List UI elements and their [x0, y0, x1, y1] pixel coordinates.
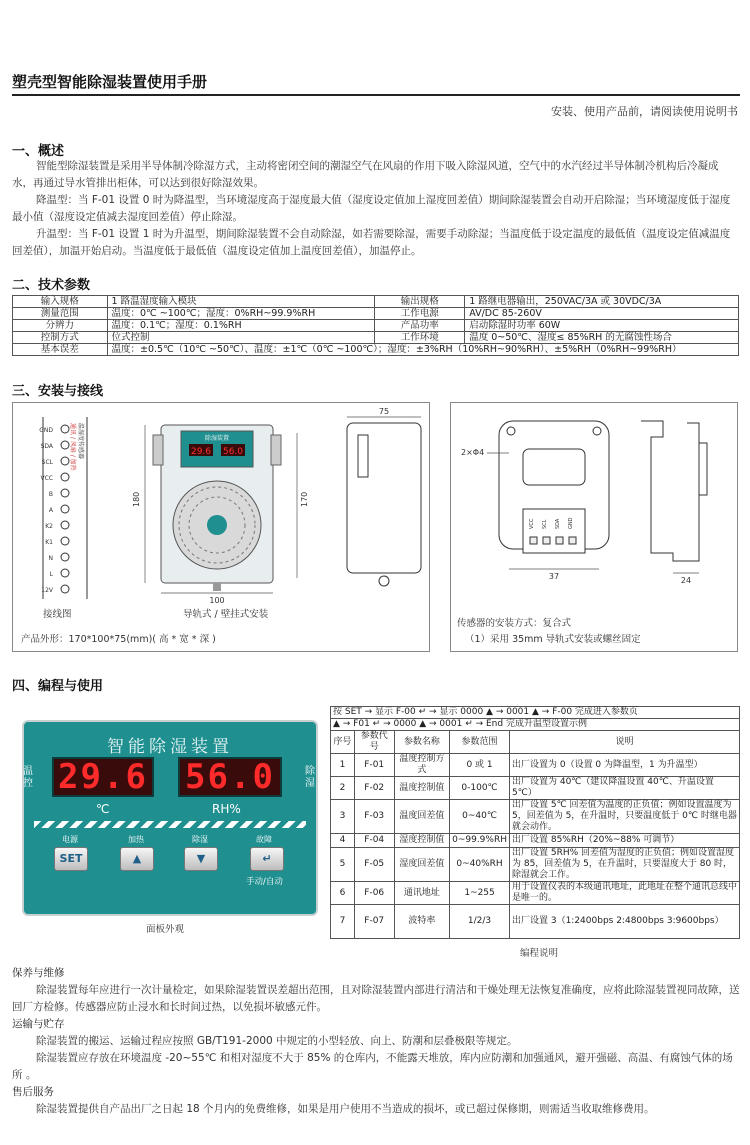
led-heat: 加热: [128, 835, 144, 844]
spec-cell: 温度：±0.5℃（10℃ ~50℃）、温度：±1℃（0℃ ~100℃）；湿度：±3%RH（10%RH~90%RH）、±5%RH（0%RH~99%RH）: [107, 344, 738, 356]
title-rule: [12, 94, 740, 96]
prog-cell: F-04: [354, 834, 394, 848]
install-diagram-box: [12, 402, 430, 652]
prog-cell: 用于设置仪表的本级通讯地址，此地址在整个通讯总线中是唯一的。: [509, 882, 739, 905]
prog-cell: 温度控制方式: [394, 754, 450, 777]
panel-caption: 面板外观: [146, 924, 185, 935]
spec-row: [13, 332, 739, 344]
sensor-pin: [530, 537, 537, 544]
terminal-screw: [61, 505, 69, 513]
control-panel: [22, 720, 318, 916]
spec-cell: 温度：0℃ ~100℃；湿度：0%RH~99.9%RH: [107, 308, 375, 320]
service-para: 除湿装置提供自产品出厂之日起 18 个月内的免费维修，如果是用户使用不当造成的损坏，或已超过保修期，则需适当收取维修费用。: [36, 1103, 655, 1115]
spec-cell: 控制方式: [13, 332, 108, 344]
spec-cell: 温度 0~50℃、湿度≤ 85%RH 的无腐蚀性场合: [465, 332, 739, 344]
prog-cell: 1: [331, 754, 355, 777]
prog-cell: 波特率: [394, 905, 450, 939]
prog-cell: 出厂设置 3（1:2400bps 2:4800bps 3:9600bps）: [509, 905, 739, 939]
document-subtitle: 安装、使用产品前，请阅读使用说明书: [551, 105, 738, 118]
temperature-display: 29.6: [52, 757, 154, 797]
terminal-label: VCC: [40, 475, 53, 482]
prog-row: [331, 905, 740, 939]
wiring-caption: 接线图: [43, 609, 72, 620]
sensor-caption: 传感器的安装方式：复合式: [457, 618, 572, 629]
prog-row: [331, 777, 740, 800]
program-table: [330, 706, 740, 939]
prog-cell: F-06: [354, 882, 394, 905]
prog-cell: F-02: [354, 777, 394, 800]
terminal-label: K1: [45, 539, 53, 546]
spec-cell: 工作环境: [375, 332, 465, 344]
prog-cell: 2: [331, 777, 355, 800]
spec-cell: 产品功率: [375, 320, 465, 332]
section-2-heading: 二、技术参数: [12, 278, 91, 293]
terminal-note: 温湿度传感器: [77, 423, 84, 460]
prog-cell: 湿度控制值: [394, 834, 450, 848]
device-right-digits: 56.0: [222, 447, 244, 457]
size-text: 产品外形：170*100*75(mm)( 高 * 宽 * 深 ): [21, 634, 216, 645]
document-title: 塑壳型智能除湿装置使用手册: [12, 73, 208, 91]
mount-caption: 导轨式 / 壁挂式安装: [183, 609, 269, 620]
transport-heading: 运输与贮存: [12, 1018, 65, 1030]
section-1-heading: 一、概述: [12, 144, 65, 159]
spec-row: [13, 320, 739, 332]
sensor-note: （1）采用 35mm 导轨式安装或螺丝固定: [465, 634, 641, 645]
prog-cell: 6: [331, 882, 355, 905]
prog-row: [331, 800, 740, 834]
spec-cell: 基本误差: [13, 344, 108, 356]
spec-cell: 输出规格: [375, 296, 465, 308]
prog-line-2: ▲ → F01 ↵ → 0000 ▲ → 0001 ↵ → End 完成升温型设置示例: [331, 719, 740, 731]
terminal-label: SDA: [40, 443, 53, 450]
up-button[interactable]: ▲: [120, 847, 154, 871]
led-fault: 故障: [256, 835, 272, 844]
maintenance-heading: 保养与维修: [12, 967, 65, 979]
prog-row: [331, 882, 740, 905]
humidity-display: 56.0: [178, 757, 282, 797]
prog-cell: 温度控制值: [394, 777, 450, 800]
sensor-pin-label: SCL: [542, 519, 548, 529]
prog-cell: 5: [331, 848, 355, 882]
section-1-para-3: 升温型：当 F-01 设置 1 时为升温型，期间除湿装置不会自动除湿，如若需要除湿，需要手动除湿；当温度低于设定温度的最低值（温度设定值减温度回差值），加温开始启动。当温度低于最低值（温度设定值加上温度回差值），加温停止。: [12, 228, 731, 257]
led-dehumidify: 除湿: [192, 835, 208, 844]
prog-header-cell: 参数代号: [354, 731, 394, 754]
service-heading: 售后服务: [12, 1086, 54, 1098]
sensor-pin: [569, 537, 576, 544]
prog-cell: 出厂设置为 0（设置 0 为降温型，1 为升温型）: [509, 754, 739, 777]
transport-para-2: 除湿装置应存放在环境温度 -20~55℃ 和相对湿度不大于 85% 的仓库内，不能露天堆放，库内应防潮和加强通风，避开强磁、高温、有腐蚀气体的场所 。: [12, 1052, 733, 1081]
section-1-para-2: 降温型：当 F-01 设置 0 时为降温型，当环境湿度高于湿度最大值（湿度设定值加上湿度回差值）期间除湿装置会自动开启除湿；当环境湿度低于湿度最小值（湿度设定值减去湿度回差值）停止除湿。: [12, 194, 731, 223]
panel-title: 智能除湿装置: [107, 737, 233, 757]
table-caption: 编程说明: [520, 948, 559, 959]
dim-180: 180: [132, 491, 141, 507]
set-button[interactable]: SET: [54, 847, 88, 871]
panel-stripe: [34, 821, 306, 828]
prog-cell: 0~99.9%RH: [450, 834, 510, 848]
terminal-screw: [61, 553, 69, 561]
prog-row: [331, 848, 740, 882]
prog-row: [331, 754, 740, 777]
spec-cell: 启动除湿时功率 60W: [465, 320, 739, 332]
sensor-pin-label: SDA: [555, 518, 561, 529]
prog-line-1: 按 SET → 显示 F-00 ↵ → 显示 0000 ▲ → 0001 ▲ → F-00 完成进入参数页: [331, 707, 740, 719]
spec-cell: 工作电源: [375, 308, 465, 320]
section-4-heading: 四、编程与使用: [12, 679, 104, 694]
dim-75: 75: [378, 407, 390, 416]
terminal-screw: [61, 425, 69, 433]
manual-auto-label: 手动/自动: [246, 877, 283, 887]
prog-cell: 出厂设置 5℃ 回差值为温度的正负值；例如设置温度为 5，回差值为 5，在升温时，只要温度低于 0℃ 时继电器就会动作。: [509, 800, 739, 834]
humidity-unit: RH%: [212, 802, 241, 816]
dim-170: 170: [300, 491, 309, 507]
maintenance-para: 除湿装置每年应进行一次计量检定，如果除湿装置误差超出范围，且对除湿装置内部进行清洁和干燥处理无法恢复准确度，应将此除湿装置视同故障，送回厂方检修。传感器应防止浸水和长时间过热，以免损坏敏感元件。: [12, 984, 740, 1013]
prog-cell: F-07: [354, 905, 394, 939]
prog-cell: 出厂设置为 40℃（建议降温设置 40℃、升温设置 5℃）: [509, 777, 739, 800]
led-power: 电源: [62, 835, 78, 844]
prog-header-cell: 参数名称: [394, 731, 450, 754]
sensor-pin-label: GND: [568, 517, 574, 529]
panel-right-label: 除湿: [305, 766, 315, 789]
sensor-pin-label: VCC: [529, 518, 535, 529]
spec-cell: 位式控制: [107, 332, 375, 344]
panel-left-label: 温控: [23, 766, 33, 789]
prog-header-cell: 参数范围: [450, 731, 510, 754]
terminal-screw: [61, 489, 69, 497]
terminal-screw: [61, 537, 69, 545]
prog-cell: F-05: [354, 848, 394, 882]
device-left-digits: 29.6: [190, 447, 212, 457]
down-button[interactable]: ▼: [184, 847, 218, 871]
prog-header-row: [331, 731, 740, 754]
prog-cell: F-01: [354, 754, 394, 777]
terminal-note-2: 通讯 / 风扇 / 加热: [69, 423, 76, 471]
prog-cell: 0~40%RH: [450, 848, 510, 882]
spec-table: [12, 295, 739, 356]
spec-row: [13, 344, 739, 356]
terminal-screw: [61, 457, 69, 465]
spec-cell: AV/DC 85-260V: [465, 308, 739, 320]
terminal-screw: [61, 585, 69, 593]
terminal-screw: [61, 473, 69, 481]
terminal-screw: [61, 441, 69, 449]
terminal-label: K2: [45, 523, 53, 530]
terminal-screw: [61, 569, 69, 577]
terminal-label: N: [48, 555, 53, 562]
transport-para-1: 除湿装置的搬运、运输过程应按照 GB/T191-2000 中规定的小型轻放、向上、防潮和层叠极限等规定。: [36, 1035, 518, 1047]
terminal-label: L: [49, 571, 53, 578]
prog-cell: 0-100℃: [450, 777, 510, 800]
prog-cell: F-03: [354, 800, 394, 834]
spec-cell: 分辨力: [13, 320, 108, 332]
dim-37: 37: [548, 572, 560, 581]
spec-cell: 测量范围: [13, 308, 108, 320]
sensor-pin: [543, 537, 550, 544]
prog-header-cell: 序号: [331, 731, 355, 754]
device-screen-label: 除湿装置: [204, 435, 230, 442]
terminal-label: GND: [39, 427, 53, 434]
prog-cell: 1/2/3: [450, 905, 510, 939]
prog-cell: 温度回差值: [394, 800, 450, 834]
prog-cell: 3: [331, 800, 355, 834]
terminal-label: SCL: [41, 459, 53, 466]
prog-cell: 7: [331, 905, 355, 939]
prog-cell: 0~40℃: [450, 800, 510, 834]
spec-row: [13, 308, 739, 320]
spec-row: [13, 296, 739, 308]
prog-header-cell: 说明: [509, 731, 739, 754]
sensor-diagram-box: [450, 402, 738, 652]
terminal-label: B: [48, 491, 53, 498]
prog-cell: 1~255: [450, 882, 510, 905]
dim-24: 24: [680, 576, 692, 585]
spec-cell: 1 路继电器输出，250VAC/3A 或 30VDC/3A: [465, 296, 739, 308]
prog-cell: 出厂设置 5RH% 回差值为湿度的正负值；例如设置湿度为 85，回差值为 5，在升温时，只要湿度大于 80 时，除湿就会工作。: [509, 848, 739, 882]
spec-cell: 1 路温湿度输入模块: [107, 296, 375, 308]
sensor-pin: [556, 537, 563, 544]
terminal-label: A: [48, 507, 53, 514]
terminal-label: 12V: [41, 587, 53, 594]
section-3-heading: 三、安装与接线: [12, 384, 104, 399]
dim-100: 100: [209, 596, 225, 605]
prog-cell: 出厂设置 85%RH（20%~88% 可调节）: [509, 834, 739, 848]
temperature-unit: ℃: [96, 802, 110, 816]
terminal-screw: [61, 521, 69, 529]
hole-label: 2×Φ4: [461, 448, 485, 457]
prog-cell: 湿度回差值: [394, 848, 450, 882]
prog-row: [331, 834, 740, 848]
prog-cell: 4: [331, 834, 355, 848]
spec-cell: 温度：0.1℃；湿度：0.1%RH: [107, 320, 375, 332]
prog-cell: 0 或 1: [450, 754, 510, 777]
section-1-para-1: 智能型除湿装置是采用半导体制冷除湿方式，主动将密闭空间的潮湿空气在风扇的作用下吸入除湿风道，空气中的水汽经过半导体制冷机构后冷凝成水，再通过导水管排出柜体，可以达到很好除湿效果。: [12, 160, 719, 189]
enter-button[interactable]: ↵: [250, 847, 284, 871]
prog-cell: 通讯地址: [394, 882, 450, 905]
spec-cell: 输入规格: [13, 296, 108, 308]
